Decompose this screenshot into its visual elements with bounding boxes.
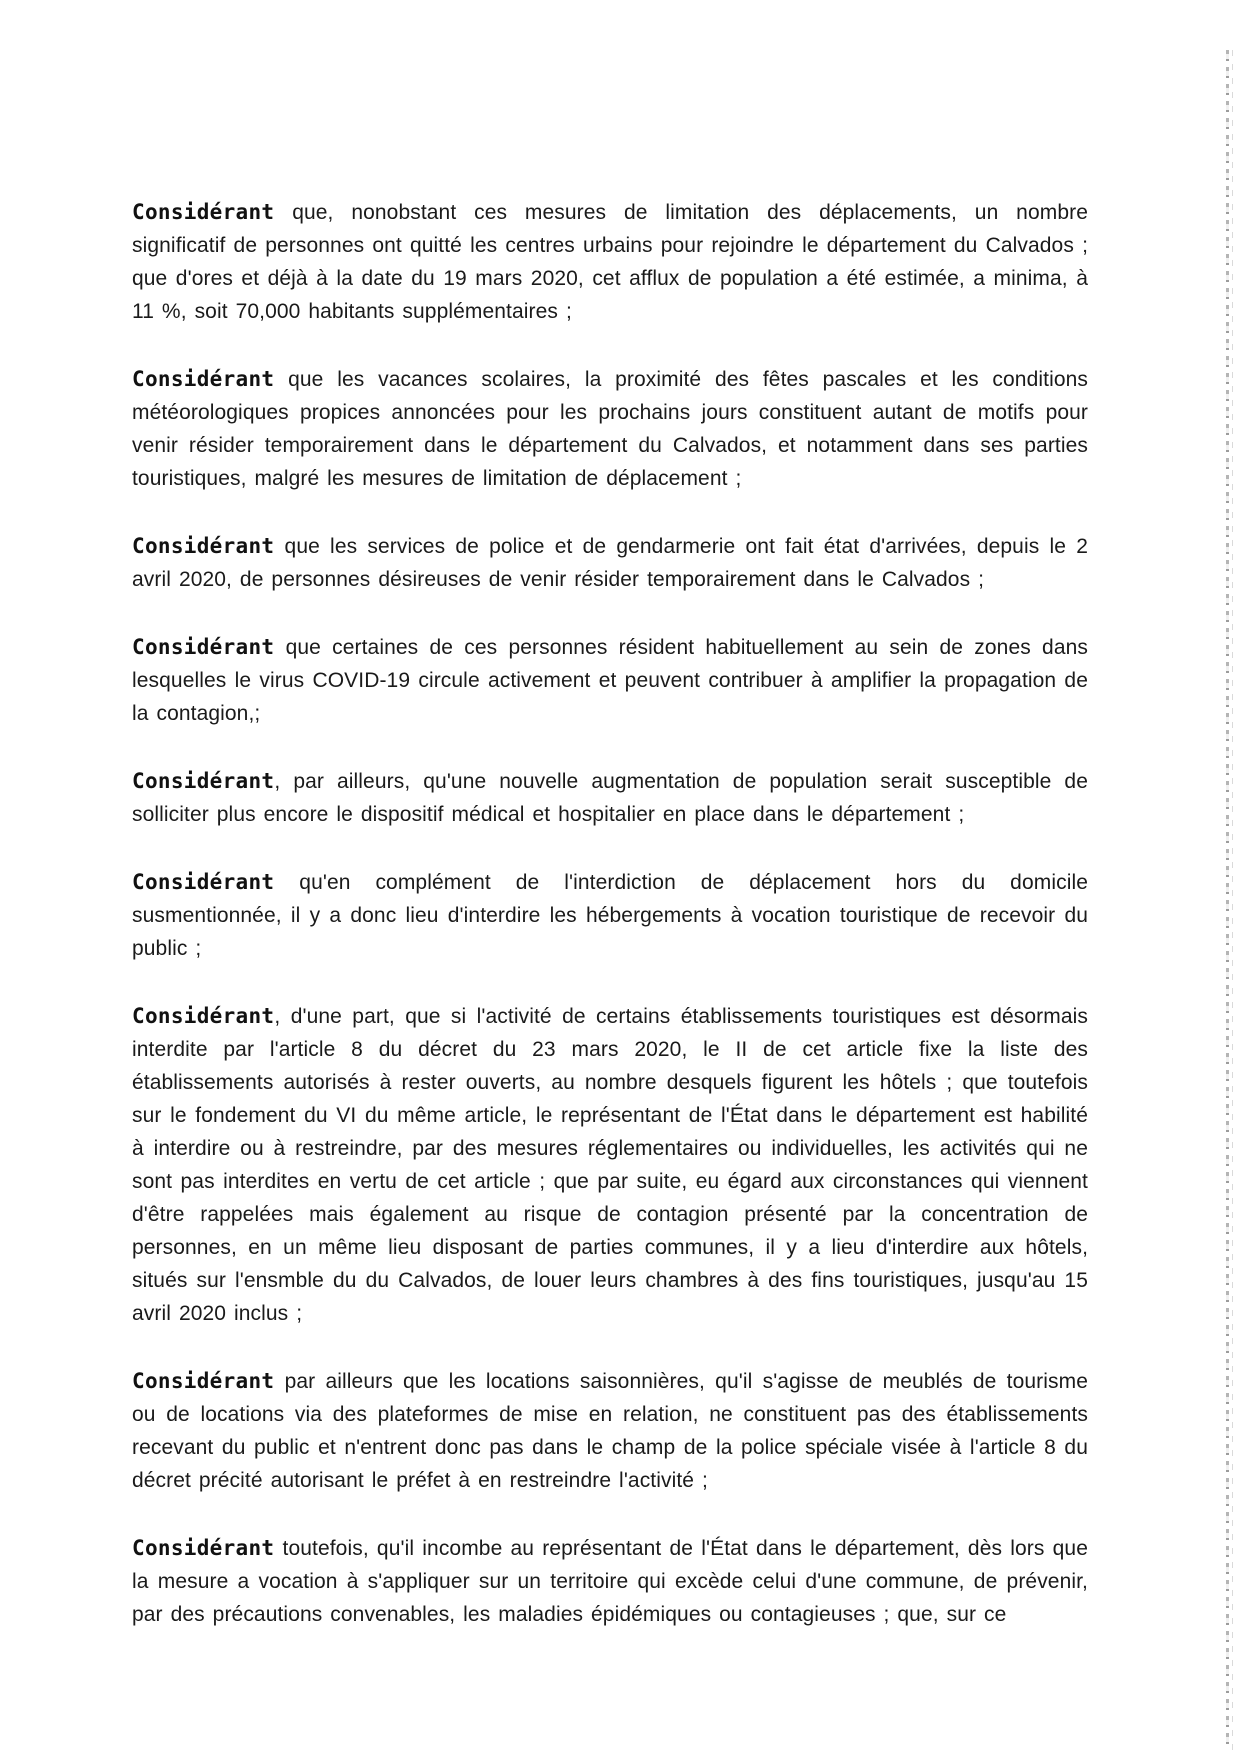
paragraph-considerant-3 <box>132 530 1088 596</box>
paragraph-considerant-2 <box>132 363 1088 495</box>
paragraph-lead: Considérant <box>132 635 275 659</box>
paragraph-text: par ailleurs que les locations saisonnières, qu'il s'agisse de meublés de tourisme ou de locations via des plateformes de mise en relation, ne constituent pas des établissements recevant du public et n'entrent donc pas dans le champ de la police spéciale visée à l'article 8 du décret précité autorisant le préfet à en restreindre l'activité ; <box>132 1370 1088 1492</box>
paragraph-lead: Considérant <box>132 367 275 391</box>
scan-edge-artifact <box>1226 50 1229 1750</box>
scan-edge-artifact-secondary <box>1232 50 1233 1750</box>
paragraph-lead: Considérant <box>132 1536 275 1560</box>
paragraph-considerant-9 <box>132 1532 1088 1631</box>
paragraph-lead: Considérant <box>132 1369 275 1393</box>
paragraph-considerant-8 <box>132 1365 1088 1497</box>
paragraph-text: que les services de police et de gendarmerie ont fait état d'arrivées, depuis le 2 avril 2020, de personnes désireuses de venir résider temporairement dans le Calvados ; <box>132 535 1088 591</box>
document-body <box>132 196 1088 1666</box>
paragraph-considerant-4 <box>132 631 1088 730</box>
paragraph-lead: Considérant <box>132 870 275 894</box>
paragraph-lead: Considérant <box>132 200 275 224</box>
paragraph-text: que, nonobstant ces mesures de limitation des déplacements, un nombre significatif de personnes ont quitté les centres urbains pour rejoindre le département du Calvados ; que d'ores et déjà à la date du 19 mars 2020, cet afflux de population a été estimée, a minima, à 11 %, soit 70,000 habitants supplémentaires ; <box>132 201 1088 323</box>
paragraph-text: , d'une part, que si l'activité de certains établissements touristiques est désormais interdite par l'article 8 du décret du 23 mars 2020, le II de cet article fixe la liste des établissements autorisés à rester ouverts, au nombre desquels figurent les hôtels ; que toutefois sur le fondement du VI du même article, le représentant de l'État dans le département est habilité à interdire ou à restreindre, par des mesures réglementaires ou individuelles, les activités qui ne sont pas interdites en vertu de cet article ; que par suite, eu égard aux circonstances qui viennent d'être rappelées mais également au risque de contagion présenté par la concentration de personnes, en un même lieu disposant de parties communes, il y a lieu d'interdire aux hôtels, situés sur l'ensmble du du Calvados, de louer leurs chambres à des fins touristiques, jusqu'au 15 avril 2020 inclus ; <box>132 1005 1088 1325</box>
paragraph-considerant-1 <box>132 196 1088 328</box>
paragraph-lead: Considérant <box>132 534 275 558</box>
paragraph-considerant-7 <box>132 1000 1088 1330</box>
paragraph-text: que les vacances scolaires, la proximité des fêtes pascales et les conditions météorologiques propices annoncées pour les prochains jours constituent autant de motifs pour venir résider temporairement dans le département du Calvados, et notamment dans ses parties touristiques, malgré les mesures de limitation de déplacement ; <box>132 368 1088 490</box>
paragraph-considerant-5 <box>132 765 1088 831</box>
paragraph-text: toutefois, qu'il incombe au représentant de l'État dans le département, dès lors que la mesure a vocation à s'appliquer sur un territoire qui excède celui d'une commune, de prévenir, par des précautions convenables, les maladies épidémiques ou contagieuses ; que, sur ce <box>132 1537 1088 1626</box>
paragraph-lead: Considérant <box>132 1004 275 1028</box>
paragraph-text: que certaines de ces personnes résident habituellement au sein de zones dans lesquelles le virus COVID-19 circule activement et peuvent contribuer à amplifier la propagation de la contagion,; <box>132 636 1088 725</box>
paragraph-text: qu'en complément de l'interdiction de déplacement hors du domicile susmentionnée, il y a donc lieu d'interdire les hébergements à vocation touristique de recevoir du public ; <box>132 871 1088 960</box>
paragraph-lead: Considérant <box>132 769 275 793</box>
paragraph-considerant-6 <box>132 866 1088 965</box>
paragraph-text: , par ailleurs, qu'une nouvelle augmentation de population serait susceptible de solliciter plus encore le dispositif médical et hospitalier en place dans le département ; <box>132 770 1088 826</box>
